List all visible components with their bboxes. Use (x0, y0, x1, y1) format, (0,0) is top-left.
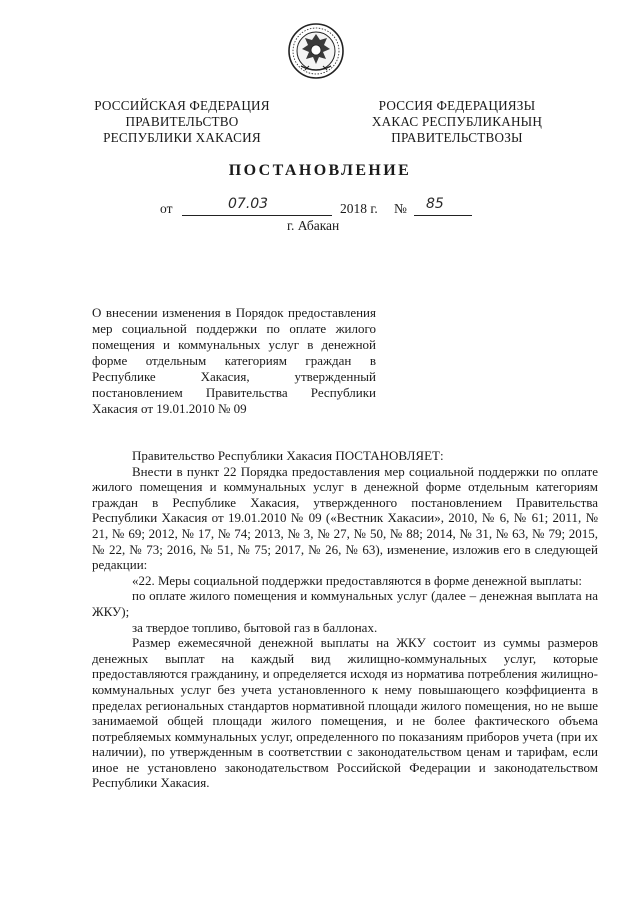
header-right-line: ХАКАС РЕСПУБЛИКАНЫҢ (371, 114, 543, 129)
coat-of-arms-icon (287, 22, 345, 80)
handwritten-date: 07.03 (228, 196, 269, 212)
number-sign: № (394, 201, 407, 216)
header-left-line: РЕСПУБЛИКИ ХАКАСИЯ (103, 130, 261, 145)
city-name: г. Абакан (287, 218, 340, 233)
document-body (92, 448, 598, 791)
date-prefix: от (160, 201, 173, 216)
body-paragraph: по оплате жилого помещения и коммунальных услуг (далее – денежная выплата на ЖКУ); (92, 588, 598, 619)
header-khakas (357, 98, 557, 146)
body-paragraph: Внести в пункт 22 Порядка предоставления мер социальной поддержки по оплате жилого помещения и коммунальных услуг в денежной форме отдельным категориям граждан в Республике Хакасия, утвержденного постановлением Правительства Республики Хакасия от 19.01.2010 № 09 («Вестник Хакасии», 2010, № 6, № 61; 2011, № 21, № 69; 2012, № 17, № 74; 2013, № 3, № 27, № 50, № 88; 2014, № 31, № 63, № 79; 2015, № 22, № 73; 2016, № 51, № 75; 2017, № 26, № 63), изменение, изложив его в следующей редакции: (92, 463, 598, 573)
header-right-line: ПРАВИТЕЛЬСТВОЗЫ (391, 130, 523, 145)
body-paragraph: «22. Меры социальной поддержки предоставляются в форме денежной выплаты: (132, 572, 582, 588)
body-paragraph: Правительство Республики Хакасия ПОСТАНОВЛЯЕТ: (132, 448, 444, 463)
header-left-line: ПРАВИТЕЛЬСТВО (125, 114, 239, 129)
header-right-line: РОССИЯ ФЕДЕРАЦИЯЗЫ (378, 98, 536, 113)
date-number-line (160, 196, 520, 219)
document-type-title: ПОСТАНОВЛЕНИЕ (228, 162, 412, 179)
header-left-line: РОССИЙСКАЯ ФЕДЕРАЦИЯ (94, 98, 270, 113)
body-paragraph: за твердое топливо, бытовой газ в баллонах. (132, 619, 378, 635)
header-russian (82, 98, 282, 146)
body-paragraph: Размер ежемесячной денежной выплаты на ЖКУ состоит из суммы размеров денежных выплат на каждый вид жилищно-коммунальных услуг, которые предоставляются гражданину, и определяется исходя из норматива потребления жилищно-коммунальных услуг без учета установленного к нему повышающего коэффициента в пределах региональных стандартов нормативной площади жилого помещения, но не выше занимаемой общей площади жилого помещения, и не более фактического объема потребляемых коммунальных услуг, определенного по показаниям приборов учета (при их наличии), по утвержденным в соответствии с законодательством ценам и тарифам, если иное не установлено законодательством Российской Федерации и законодательством Республики Хакасия. (92, 635, 598, 791)
date-year: 2018 г. (340, 201, 378, 216)
handwritten-number: 85 (426, 196, 444, 212)
document-subject: О внесении изменения в Порядок предоставления мер социальной поддержки по оплате жилого помещения и коммунальных услуг в денежной форме отдельным категориям граждан в Республике Хакасия, утвержденный постановлением Правительства Республики Хакасия от 19.01.2010 № 09 (92, 305, 376, 416)
